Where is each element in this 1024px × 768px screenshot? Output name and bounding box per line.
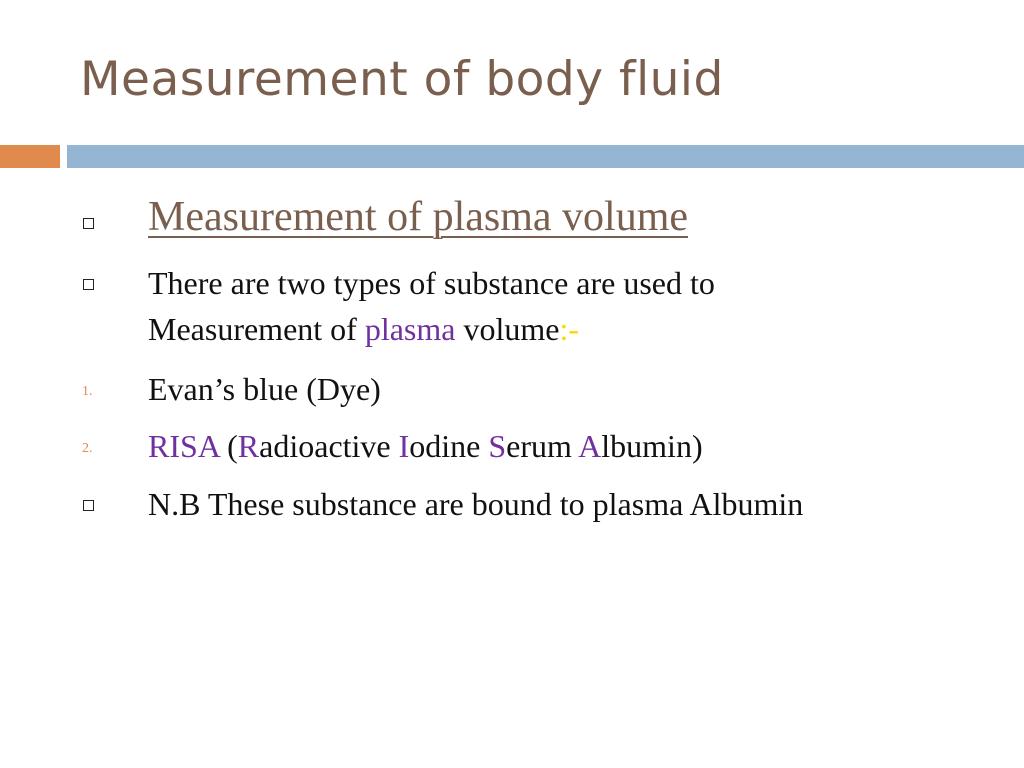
word-odine: odine bbox=[409, 428, 489, 464]
square-bullet-icon bbox=[83, 279, 94, 290]
accent-bar-orange bbox=[0, 145, 60, 168]
item-1-text: Evan’s blue (Dye) bbox=[148, 371, 381, 407]
bullet-types-text bbox=[148, 260, 1008, 352]
square-bullet-icon bbox=[83, 500, 94, 511]
types-line-2-end: volume bbox=[455, 311, 560, 347]
note-text: N.B These substance are bound to plasma Albumin bbox=[148, 486, 804, 522]
plasma-highlight: plasma bbox=[364, 311, 456, 347]
types-suffix: :- bbox=[559, 311, 579, 347]
square-bullet-icon bbox=[83, 218, 94, 229]
word-erum: erum bbox=[506, 428, 579, 464]
slide-title: Measurement of body fluid bbox=[80, 52, 724, 107]
types-line-1: There are two types of substance are used to bbox=[148, 265, 715, 301]
item-number: 2. bbox=[82, 441, 93, 456]
types-line-2-start: Measurement of bbox=[148, 311, 365, 347]
heading-link[interactable]: Measurement of plasma volume bbox=[148, 194, 689, 240]
letter-i: I bbox=[398, 428, 410, 464]
letter-a: A bbox=[578, 428, 602, 464]
letter-s: S bbox=[488, 428, 507, 464]
letter-r: R bbox=[237, 428, 260, 464]
item-2-text bbox=[148, 423, 1008, 469]
accent-bar-blue bbox=[67, 145, 1024, 168]
risa-label: RISA bbox=[148, 428, 220, 464]
word-adioactive: adioactive bbox=[259, 428, 399, 464]
paren-open: ( bbox=[219, 428, 238, 464]
word-lbumin: lbumin) bbox=[601, 428, 703, 464]
item-number: 1. bbox=[82, 384, 93, 399]
